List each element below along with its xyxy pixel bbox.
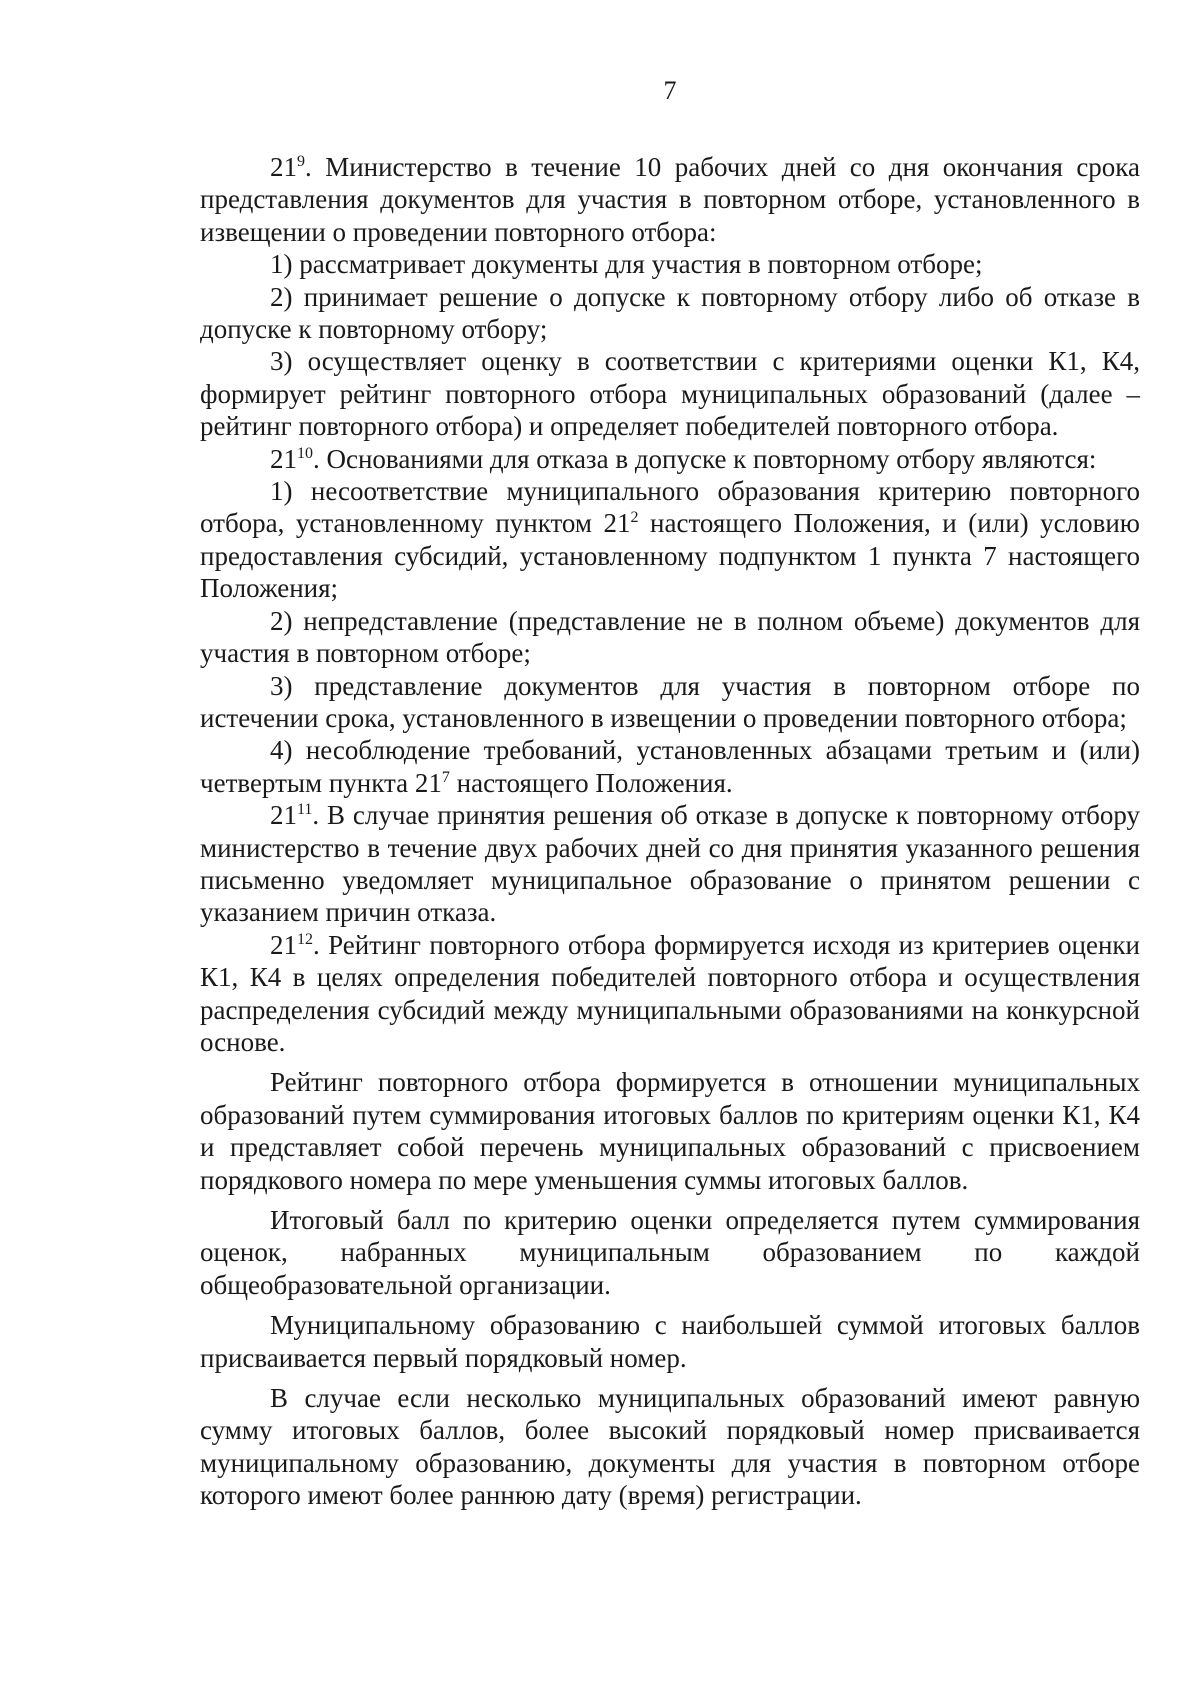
list-item-2: 2) непредставление (представление не в полном объеме) документов для участия в повторном отборе; [200,605,1140,669]
final-score-paragraph: Итоговый балл по критерию оценки определяется путем суммирования оценок, набранных муниципальным образованием по каждой общеобразовательной организации. [200,1205,1140,1300]
paragraph-21-10: $21^{10}$. Основаниями для отказа в допуске к повторному отбору являются: [270,443,1097,474]
paragraph-21-9: $21^9$. Министерство в течение 10 рабочих дней со дня окончания срока представления документов для участия в повторном отборе, установленного в извещении о проведении повторного отбора: [200,152,1140,247]
document-body [200,151,1140,1512]
first-rank-paragraph: Муниципальному образованию с наибольшей суммой итоговых баллов присваивается первый порядковый номер. [200,1310,1140,1373]
rating-paragraph: Рейтинг повторного отбора формируется в отношении муниципальных образований путем суммирования итоговых баллов по критериям оценки К1, К4 и представляет собой перечень муниципальных образований с присвоением порядкового номера по мере уменьшения суммы итоговых баллов. [200,1067,1140,1195]
list-item-3: 3) осуществляет оценку в соответствии с критериями оценки К1, К4, формирует рейтинг повторного отбора муниципальных образований (далее – рейтинг повторного отбора) и определяет победителей повторного отбора. [200,346,1140,442]
page-number: 7 [663,76,677,105]
list-item-4: 4) несоблюдение требований, установленных абзацами третьим и (или) четвертым пункта $21^7$ настоящего Положения. [200,735,1140,798]
list-item-2: 2) принимает решение о допуске к повторному отбору либо об отказе в допуске к повторному отбору; [200,281,1140,345]
tie-break-paragraph: В случае если несколько муниципальных образований имеют равную сумму итоговых баллов, более высокий порядковый номер присваивается муниципальному образованию, документы для участия в повторном отборе которого имеют более раннюю дату (время) регистрации. [200,1383,1140,1511]
paragraph-21-11: $21^{11}$. В случае принятия решения об отказе в допуске к повторному отбору министерство в течение двух рабочих дней со дня принятия указанного решения письменно уведомляет муниципальное образование о принятом решении с указанием причин отказа. [200,800,1140,928]
list-item-3: 3) представление документов для участия в повторном отборе по истечении срока, установленного в извещении о проведении повторного отбора; [200,670,1140,733]
list-item-1: 1) рассматривает документы для участия в повторном отборе; [270,249,983,280]
list-item-1: 1) несоответствие муниципального образования критерию повторного отбора, установленному пунктом $21^2$ настоящего Положения, и (или) условию предоставления субсидий, установленному подпунктом 1 пункта 7 настоящего Положения; [200,476,1140,604]
paragraph-21-12: $21^{12}$. Рейтинг повторного отбора формируется исходя из критериев оценки К1, К4 в целях определения победителей повторного отбора и осуществления распределения субсидий между муниципальными образованиями на конкурсной основе. [200,929,1140,1057]
